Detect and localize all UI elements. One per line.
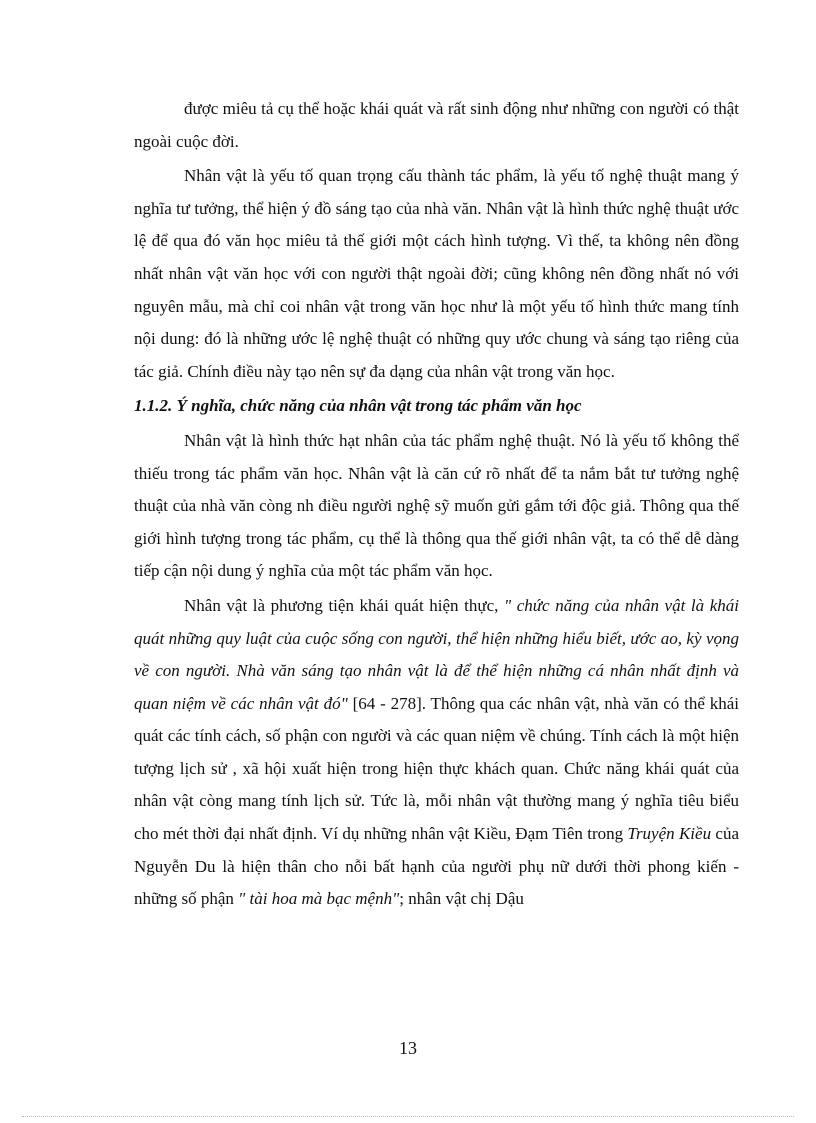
paragraph-4-text-2: [64 - 278]. Thông qua các nhân vật, nhà văn có thể khái quát các tính cách, số phận con người và các quan niệm về chúng. Tính cách là một hiện tượng lịch sử , xã hội xuất hiện trong hiện thực khách quan. Chức năng khái quát của nhân vật còng mang tính lịch sử. Tức là, mỗi nhân vật thường mang ý nghĩa tiêu biểu cho mét thời đại nhất định. Ví dụ những nhân vật Kiều, Đạm Tiên trong — [134, 693, 739, 844]
paragraph-1: được miêu tả cụ thể hoặc khái quát và rất sinh động như những con người có thật ngoài cuộc đời. — [134, 99, 739, 151]
paragraph-3: Nhân vật là hình thức hạt nhân của tác phẩm nghệ thuật. Nó là yếu tố không thể thiếu trong tác phẩm văn học. Nhân vật là căn cứ rõ nhất để ta nắm bắt tư tưởng nghệ thuật của nhà văn còng nh điều người nghệ sỹ muốn gửi gắm tới độc giả. Thông qua thế giới hình tượng trong tác phẩm, cụ thể là thông qua thế giới nhân vật, ta có thể dễ dàng tiếp cận nội dung ý nghĩa của một tác phẩm văn học. — [134, 430, 739, 581]
section-heading: 1.1.2. Ý nghĩa, chức năng của nhân vật trong tác phẩm văn học — [134, 396, 582, 416]
paragraph-4-text-1: Nhân vật là phương tiện khái quát hiện thực, — [184, 595, 504, 615]
page-bottom-divider — [22, 1116, 794, 1117]
paragraph-4 — [134, 590, 739, 916]
page-number: 13 — [399, 1038, 417, 1058]
quotation: " chức năng của nhân vật là khái quát những quy luật của cuộc sống con người, thể hiện những hiểu biết, ước ao, kỳ vọng về con người. Nhà văn sáng tạo nhân vật là để thể hiện những cá nhân nhất định và quan niệm về các nhân vật đó" — [134, 595, 740, 713]
work-title: Truyện Kiều — [627, 824, 712, 844]
paragraph-4-text-4: ; nhân vật chị Dậu — [399, 889, 524, 909]
paragraph-4-text-3: của Nguyễn Du là hiện thân cho nỗi bất hạnh của người phụ nữ dưới thời phong kiến - những số phận — [134, 824, 739, 909]
document-body — [134, 93, 739, 918]
paragraph-2: Nhân vật là yếu tố quan trọng cấu thành tác phẩm, là yếu tố nghệ thuật mang ý nghĩa tư tưởng, thể hiện ý đồ sáng tạo của nhà văn. Nhân vật là hình thức nghệ thuật ước lệ để qua đó văn học miêu tả thế giới một cách hình tượng. Vì thế, ta không nên đồng nhất nhân vật văn học với con người thật ngoài đời; cũng không nên đồng nhất nó với nguyên mẫu, mà chỉ coi nhân vật trong văn học như là một yếu tố hình thức mang tính nội dung: đó là những ước lệ nghệ thuật có những quy ước chung và sáng tạo riêng của tác giả. Chính điều này tạo nên sự đa dạng của nhân vật trong văn học. — [134, 166, 739, 381]
quoted-phrase: " tài hoa mà bạc mệnh" — [238, 889, 400, 909]
